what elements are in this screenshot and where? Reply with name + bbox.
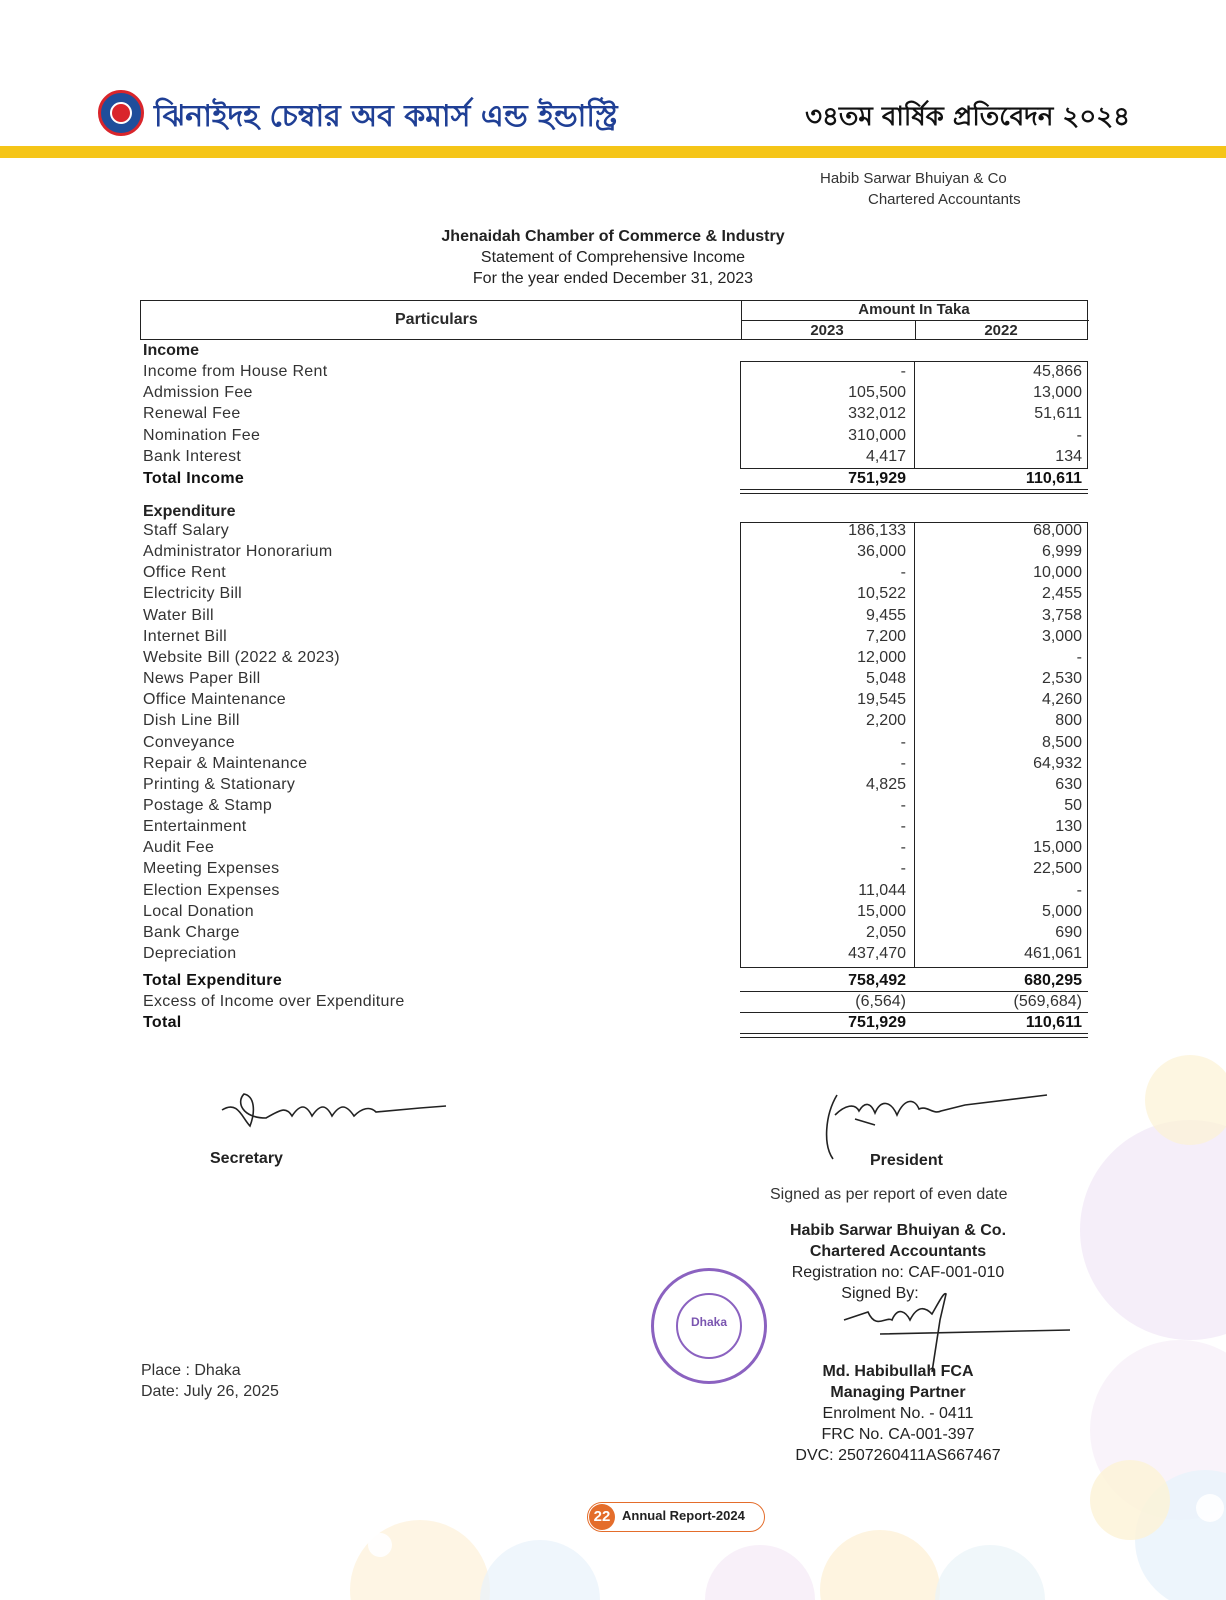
row-value-2022: 3,000 [1041, 627, 1082, 645]
header-accent-band [0, 146, 1226, 158]
row-label: Bank Interest [143, 447, 242, 465]
row-label: Admission Fee [143, 384, 253, 402]
row-label: Nomination Fee [143, 426, 261, 444]
table-row [0, 384, 1226, 405]
table-row [0, 427, 1226, 448]
row-label: Repair & Maintenance [143, 754, 308, 772]
row-value-2022: 13,000 [1033, 384, 1082, 402]
partner-name: Md. Habibullah FCA [822, 1363, 974, 1380]
row-value-2023: 15,000 [857, 902, 906, 920]
signed-as-per-note: Signed as per report of even date [770, 1186, 1008, 1203]
excess-row: Excess of Income over Expenditure (6,564) (569,684) [143, 993, 1082, 1010]
auditor-stamp: Dhaka [651, 1268, 767, 1384]
report-title: ৩৪তম বার্ষিক প্রতিবেদন ২০২৪ [805, 102, 1130, 132]
row-value-2022: 3,758 [1041, 606, 1082, 624]
table-row [0, 797, 1226, 818]
row-value-2022: 15,000 [1033, 839, 1082, 857]
table-row [0, 607, 1226, 628]
row-value-2023: 2,200 [865, 712, 906, 730]
statement-title: Statement of Comprehensive Income [480, 249, 746, 266]
row-label: Website Bill (2022 & 2023) [143, 648, 340, 666]
row-value-2023: 310,000 [848, 426, 906, 444]
table-row [0, 448, 1226, 469]
grand-total-rule-double [740, 1037, 1088, 1038]
firm-name: Habib Sarwar Bhuiyan & Co. [789, 1222, 1007, 1239]
table-row [0, 691, 1226, 712]
table-row [0, 734, 1226, 755]
row-label: News Paper Bill [143, 670, 261, 688]
row-value-2023: - [900, 818, 906, 836]
table-row [0, 839, 1226, 860]
total-expenditure-row: Total Expenditure 758,492 680,295 [143, 972, 1082, 989]
jcci-logo [98, 90, 144, 136]
row-value-2022: 2,455 [1041, 585, 1082, 603]
firm-type: Chartered Accountants [809, 1243, 987, 1260]
row-value-2023: 12,000 [857, 648, 906, 666]
table-row [0, 585, 1226, 606]
row-value-2022: 51,611 [1034, 405, 1082, 423]
col-year-2022: 2022 [984, 322, 1018, 339]
row-label: Water Bill [143, 606, 214, 624]
row-label: Meeting Expenses [143, 860, 280, 878]
row-value-2023: 4,825 [865, 775, 906, 793]
row-value-2023: - [900, 839, 906, 857]
table-row [0, 712, 1226, 733]
row-value-2023: 9,455 [865, 606, 906, 624]
row-value-2022: - [1076, 426, 1082, 444]
row-value-2023: 5,048 [865, 670, 906, 688]
expenditure-heading: Expenditure [143, 503, 236, 520]
partner-dvc: DVC: 2507260411AS667467 [795, 1447, 1001, 1464]
row-value-2022: 4,260 [1041, 691, 1082, 709]
row-value-2022: 690 [1055, 923, 1082, 941]
auditor-header-type: Chartered Accountants [868, 191, 1021, 208]
row-value-2022: 630 [1055, 775, 1082, 793]
secretary-label: Secretary [210, 1150, 283, 1167]
col-particulars: Particulars [395, 311, 478, 328]
row-value-2023: 36,000 [857, 543, 906, 561]
statement-period: For the year ended December 31, 2023 [472, 270, 754, 287]
row-label: Office Rent [143, 564, 227, 582]
row-label: Administrator Honorarium [143, 543, 333, 561]
table-row [0, 860, 1226, 881]
table-row [0, 755, 1226, 776]
table-row [0, 670, 1226, 691]
partner-title: Managing Partner [830, 1384, 966, 1401]
row-label: Office Maintenance [143, 691, 286, 709]
row-value-2023: - [900, 796, 906, 814]
row-label: Audit Fee [143, 839, 215, 857]
row-value-2023: - [900, 564, 906, 582]
table-row [0, 776, 1226, 797]
row-label: Entertainment [143, 818, 247, 836]
row-value-2022: 5,000 [1041, 902, 1082, 920]
row-value-2023: - [900, 363, 906, 380]
row-label: Renewal Fee [143, 405, 241, 423]
row-label: Income from House Rent [143, 363, 328, 380]
row-value-2023: 2,050 [865, 923, 906, 941]
partner-enrolment: Enrolment No. - 0411 [822, 1405, 974, 1422]
row-label: Electricity Bill [143, 585, 243, 603]
row-value-2022: 8,500 [1041, 733, 1082, 751]
total-income-row: Total Income 751,929 110,611 [143, 470, 1082, 487]
row-value-2022: 6,999 [1041, 543, 1082, 561]
row-value-2023: 105,500 [848, 384, 906, 402]
income-heading: Income [143, 342, 200, 359]
row-value-2022: - [1076, 881, 1082, 899]
col-year-2023: 2023 [810, 322, 844, 339]
row-label: Election Expenses [143, 881, 280, 899]
row-value-2022: 134 [1055, 447, 1082, 465]
table-row [0, 628, 1226, 649]
row-value-2023: 437,470 [848, 945, 906, 962]
row-value-2023: 332,012 [848, 405, 906, 423]
row-label: Staff Salary [143, 522, 230, 539]
row-value-2023: 11,044 [858, 881, 906, 899]
excess-rule [740, 1012, 1088, 1013]
row-value-2023: 4,417 [865, 447, 906, 465]
row-value-2023: 7,200 [865, 627, 906, 645]
row-value-2022: 50 [1064, 796, 1082, 814]
grand-total-rule [740, 1033, 1088, 1034]
row-value-2023: - [900, 860, 906, 878]
row-value-2023: 186,133 [848, 522, 906, 539]
row-label: Bank Charge [143, 923, 240, 941]
row-label: Postage & Stamp [143, 796, 273, 814]
grand-total-row: Total 751,929 110,611 [143, 1014, 1082, 1031]
row-label: Dish Line Bill [143, 712, 240, 730]
statement-entity: Jhenaidah Chamber of Commerce & Industry [441, 228, 785, 245]
row-value-2023: - [900, 754, 906, 772]
row-label: Internet Bill [143, 627, 227, 645]
row-value-2022: 130 [1055, 818, 1082, 836]
row-label: Conveyance [143, 733, 235, 751]
total-income-rule-double [740, 493, 1088, 494]
table-row [0, 818, 1226, 839]
total-expenditure-rule [740, 991, 1088, 992]
row-value-2022: 45,866 [1033, 363, 1082, 380]
organization-name: ঝিনাইদহ চেম্বার অব কমার্স এন্ড ইন্ডাস্ট্রি [154, 99, 618, 134]
auditor-header-name: Habib Sarwar Bhuiyan & Co [820, 170, 1007, 187]
row-value-2022: 64,932 [1033, 754, 1082, 772]
row-label: Depreciation [143, 945, 237, 962]
row-value-2023: - [900, 733, 906, 751]
row-value-2022: 68,000 [1033, 522, 1082, 539]
table-row [0, 903, 1226, 924]
row-value-2022: 800 [1055, 712, 1082, 730]
total-income-rule [740, 489, 1088, 490]
secretary-signature [220, 1088, 450, 1138]
row-value-2023: 10,522 [857, 585, 906, 603]
row-value-2022: 2,530 [1041, 670, 1082, 688]
row-value-2022: 10,000 [1033, 564, 1082, 582]
table-row [0, 924, 1226, 945]
table-row [0, 564, 1226, 585]
row-value-2022: 461,061 [1024, 945, 1082, 962]
signed-by-label: Signed By: [841, 1285, 919, 1302]
place: Place : Dhaka [141, 1362, 241, 1379]
firm-registration: Registration no: CAF-001-010 [791, 1264, 1005, 1281]
row-value-2023: 19,545 [857, 691, 906, 709]
footer-label: Annual Report-2024 [622, 1508, 745, 1523]
row-value-2022: 22,500 [1033, 860, 1082, 878]
row-value-2022: - [1076, 648, 1082, 666]
row-label: Local Donation [143, 902, 254, 920]
date: Date: July 26, 2025 [141, 1383, 279, 1400]
col-amount: Amount In Taka [858, 301, 970, 318]
table-row [0, 649, 1226, 670]
table-row [0, 363, 1226, 384]
table-row [0, 543, 1226, 564]
table-row [0, 522, 1226, 543]
table-row [0, 405, 1226, 426]
table-row [0, 882, 1226, 903]
page-number: 22 [589, 1504, 615, 1530]
table-row [0, 945, 1226, 966]
partner-frc: FRC No. CA-001-397 [821, 1426, 975, 1443]
president-label: President [870, 1152, 943, 1169]
row-label: Printing & Stationary [143, 775, 296, 793]
